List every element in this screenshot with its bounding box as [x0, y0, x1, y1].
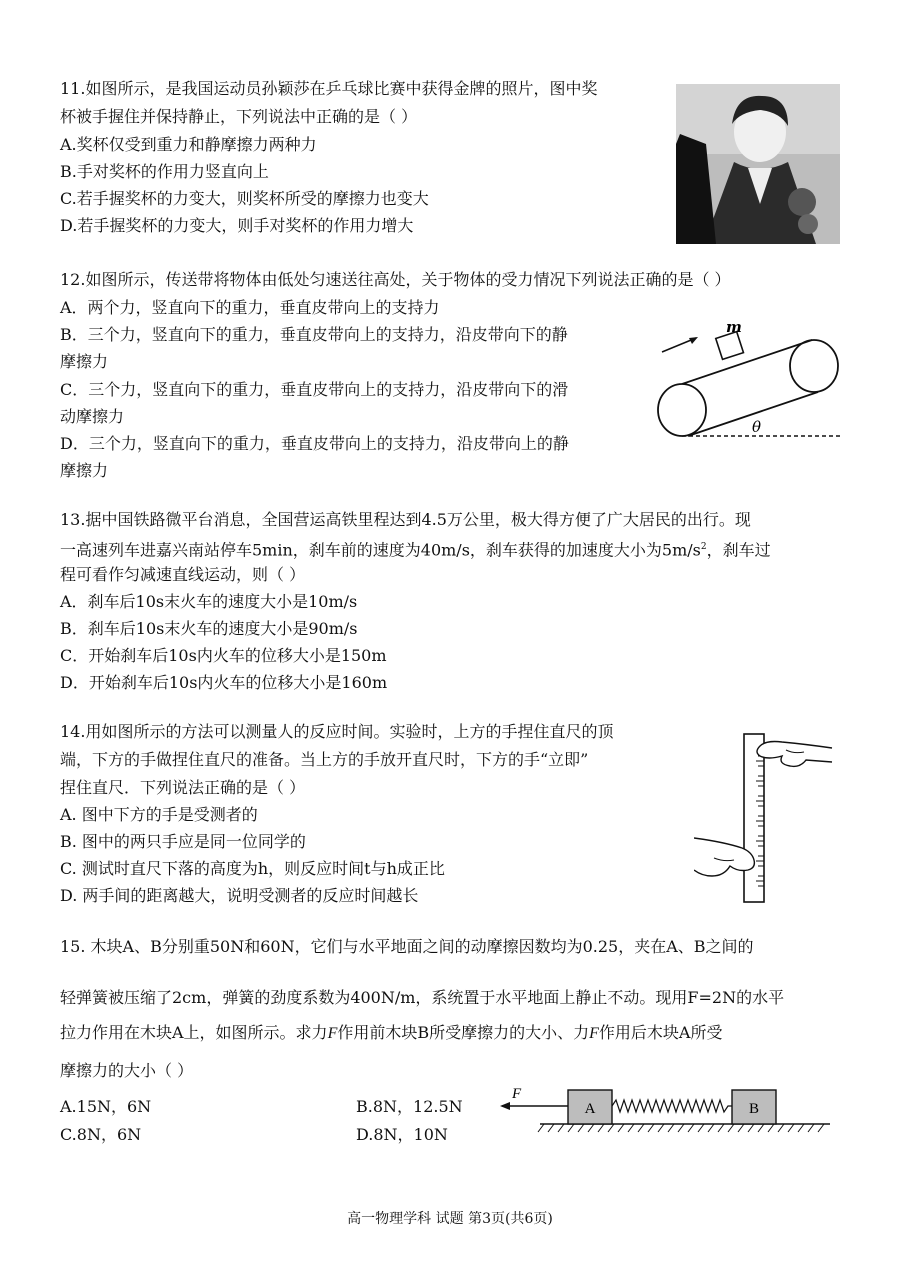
q14-stem-line2: 端，下方的手做捏住直尺的准备。当上方的手放开直尺时，下方的手“立即”: [60, 750, 589, 769]
q13-option-c: C．开始刹车后10s内火车的位移大小是150m: [60, 646, 387, 665]
spring-icon: [612, 1100, 732, 1112]
q14-option-d: D. 两手间的距离越大，说明受测者的反应时间越长: [60, 886, 419, 905]
q15-stem-line3: 拉力作用在木块A上，如图所示。求力F作用前木块B所受摩擦力的大小、力F作用后木块A所受: [60, 1023, 723, 1042]
q11-option-d: D.若手握奖杯的力变大，则手对奖杯的作用力增大: [60, 216, 414, 235]
blocks-spring-diagram: [496, 1080, 836, 1136]
q11-stem-line1: 11.如图所示，是我国运动员孙颖莎在乒乓球比赛中获得金牌的照片，图中奖: [60, 79, 598, 98]
q13-stem-line1: 13.据中国铁路微平台消息，全国营运高铁里程达到4.5万公里，极大得方便了广大居民的出行。现: [60, 510, 751, 529]
q15-stem-line1: 15. 木块A、B分别重50N和60N，它们与水平地面之间的动摩擦因数均为0.25，夹在A、B之间的: [60, 937, 754, 956]
q14-stem-line3: 捏住直尺．下列说法正确的是（ ）: [60, 778, 306, 797]
q11-stem-line2: 杯被手握住并保持静止，下列说法中正确的是（ ）: [60, 107, 418, 126]
q11-option-b: B.手对奖杯的作用力竖直向上: [60, 162, 269, 181]
q15-option-a: A.15N，6N: [60, 1097, 152, 1116]
block-a-label: A: [584, 1101, 596, 1117]
mass-label: m: [726, 318, 742, 336]
q12-option-b-cont: 摩擦力: [60, 352, 109, 371]
athlete-trophy-photo: [676, 84, 840, 244]
q12-stem: 12.如图所示，传送带将物体由低处匀速送往高处，关于物体的受力情况下列说法正确的是（ ）: [60, 270, 731, 289]
upper-hand-icon: [757, 742, 832, 767]
q12-option-b: B．三个力，竖直向下的重力，垂直皮带向上的支持力，沿皮带向下的静: [60, 325, 568, 344]
q12-option-c: C．三个力，竖直向下的重力，垂直皮带向上的支持力，沿皮带向下的滑: [60, 380, 569, 399]
q14-option-a: A. 图中下方的手是受测者的: [60, 805, 258, 824]
block-b-label: B: [748, 1101, 760, 1117]
q15-option-d: D.8N，10N: [356, 1125, 448, 1144]
angle-label: θ: [752, 418, 762, 436]
q15-option-b: B.8N，12.5N: [356, 1097, 463, 1116]
q12-option-d-cont: 摩擦力: [60, 461, 109, 480]
conveyor-belt-diagram: [652, 312, 842, 442]
q13-option-b: B．刹车后10s末火车的速度大小是90m/s: [60, 619, 358, 638]
q14-stem-line1: 14.用如图所示的方法可以测量人的反应时间。实验时，上方的手捏住直尺的顶: [60, 722, 614, 741]
q13-stem-line3: 程可看作匀减速直线运动，则（ ）: [60, 565, 306, 584]
page-footer: 高一物理学科 试题 第3页(共6页): [347, 1211, 553, 1227]
q15-option-c: C.8N，6N: [60, 1125, 142, 1144]
q15-stem-line4: 摩擦力的大小（ ）: [60, 1061, 194, 1080]
q13-stem-line2: 一高速列车进嘉兴南站停车5min，刹车前的速度为40m/s，刹车获得的加速度大小为$5m/s^2$，刹车过: [60, 540, 771, 560]
q11-option-a: A.奖杯仅受到重力和静摩擦力两种力: [60, 135, 317, 154]
q15-stem-line2: 轻弹簧被压缩了2cm，弹簧的劲度系数为400N/m，系统置于水平地面上静止不动。现用F=2N的水平: [60, 988, 785, 1007]
q13-option-a: A．刹车后10s末火车的速度大小是10m/s: [60, 592, 358, 611]
q14-option-b: B. 图中的两只手应是同一位同学的: [60, 832, 306, 851]
q12-option-c-cont: 动摩擦力: [60, 407, 125, 426]
q13-option-d: D．开始刹车后10s内火车的位移大小是160m: [60, 673, 388, 692]
q14-option-c: C. 测试时直尺下落的高度为h，则反应时间t与h成正比: [60, 859, 445, 878]
force-label: F: [512, 1086, 522, 1102]
ruler-reaction-diagram: [694, 726, 834, 906]
q11-option-c: C.若手握奖杯的力变大，则奖杯所受的摩擦力也变大: [60, 189, 429, 208]
q12-option-a: A．两个力，竖直向下的重力，垂直皮带向上的支持力: [60, 298, 440, 317]
ground-hatching: [538, 1124, 824, 1132]
q12-option-d: D．三个力，竖直向下的重力，垂直皮带向上的支持力，沿皮带向上的静: [60, 434, 569, 453]
